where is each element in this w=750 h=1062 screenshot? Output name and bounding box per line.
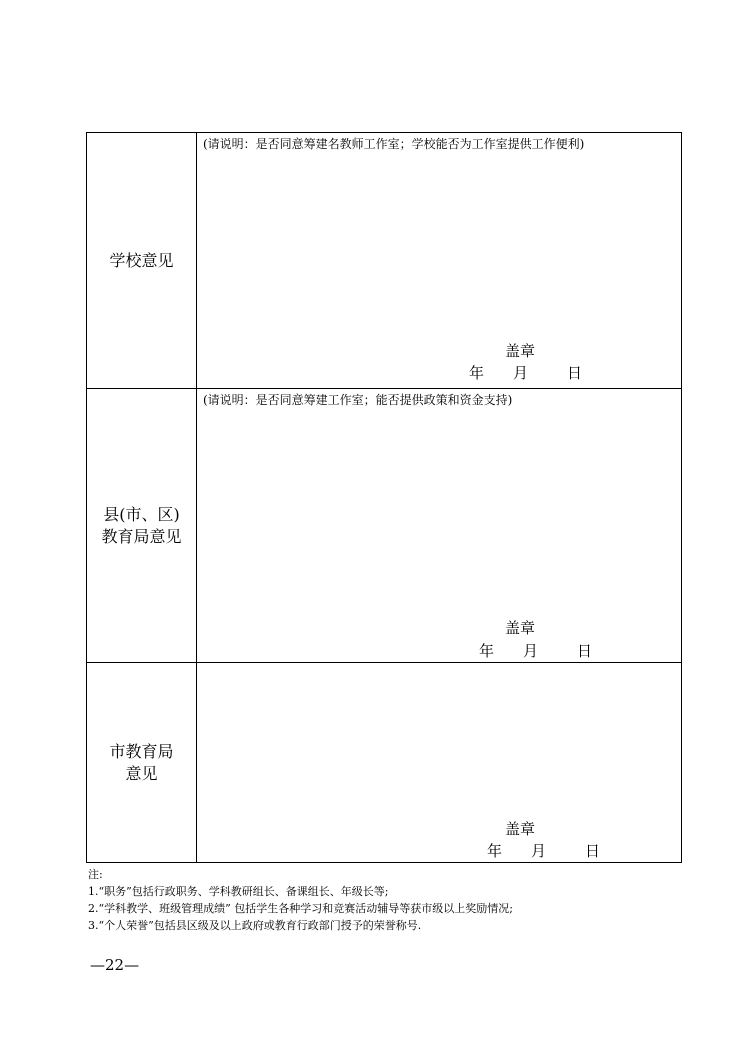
instruction-text: (请说明：是否同意筹建名教师工作室；学校能否为工作室提供工作便利) — [203, 137, 585, 151]
date-month: 月 — [513, 364, 529, 382]
school-opinion-row — [87, 133, 681, 388]
date-day: 日 — [577, 642, 593, 660]
seal-label: 盖章 — [505, 619, 536, 637]
city-bureau-opinion-row — [87, 662, 681, 863]
row-label-line: 县(市、区) — [103, 504, 180, 524]
date-year: 年 — [469, 364, 485, 382]
date-year: 年 — [479, 642, 495, 660]
row-label-line: 学校意见 — [109, 250, 174, 270]
instruction-text: (请说明：是否同意筹建工作室；能否提供政策和资金支持) — [203, 393, 513, 407]
note-item: 3.“个人荣誉”包括县区级及以上政府或教育行政部门授予的荣誉称号. — [88, 919, 422, 932]
date-year: 年 — [487, 842, 503, 860]
city-bureau-opinion-label — [87, 663, 197, 863]
row-label-line: 市教育局 — [109, 742, 174, 761]
school-opinion-content — [197, 133, 681, 388]
county-bureau-opinion-row — [87, 388, 681, 662]
footnotes — [88, 866, 513, 934]
note-item: 1.“职务”包括行政职务、学科教研组长、备课组长、年级长等; — [88, 885, 389, 898]
date-month: 月 — [531, 842, 547, 860]
row-label-line: 教育局意见 — [101, 526, 182, 546]
opinion-form-table — [86, 132, 682, 863]
county-bureau-opinion-label — [87, 389, 197, 662]
date-month: 月 — [523, 642, 539, 660]
notes-heading: 注: — [88, 868, 103, 881]
seal-label: 盖章 — [505, 820, 536, 838]
seal-label: 盖章 — [505, 342, 536, 360]
page-number: —22— — [90, 956, 140, 974]
city-bureau-opinion-content — [197, 663, 681, 863]
note-item: 2.“学科教学、班级管理成绩” 包括学生各种学习和竞赛活动辅导等获市级以上奖励情况; — [88, 902, 513, 915]
row-label-line: 意见 — [125, 764, 158, 783]
school-opinion-label — [87, 133, 197, 388]
date-day: 日 — [585, 842, 601, 860]
county-bureau-opinion-content — [197, 389, 681, 662]
date-day: 日 — [567, 364, 583, 382]
